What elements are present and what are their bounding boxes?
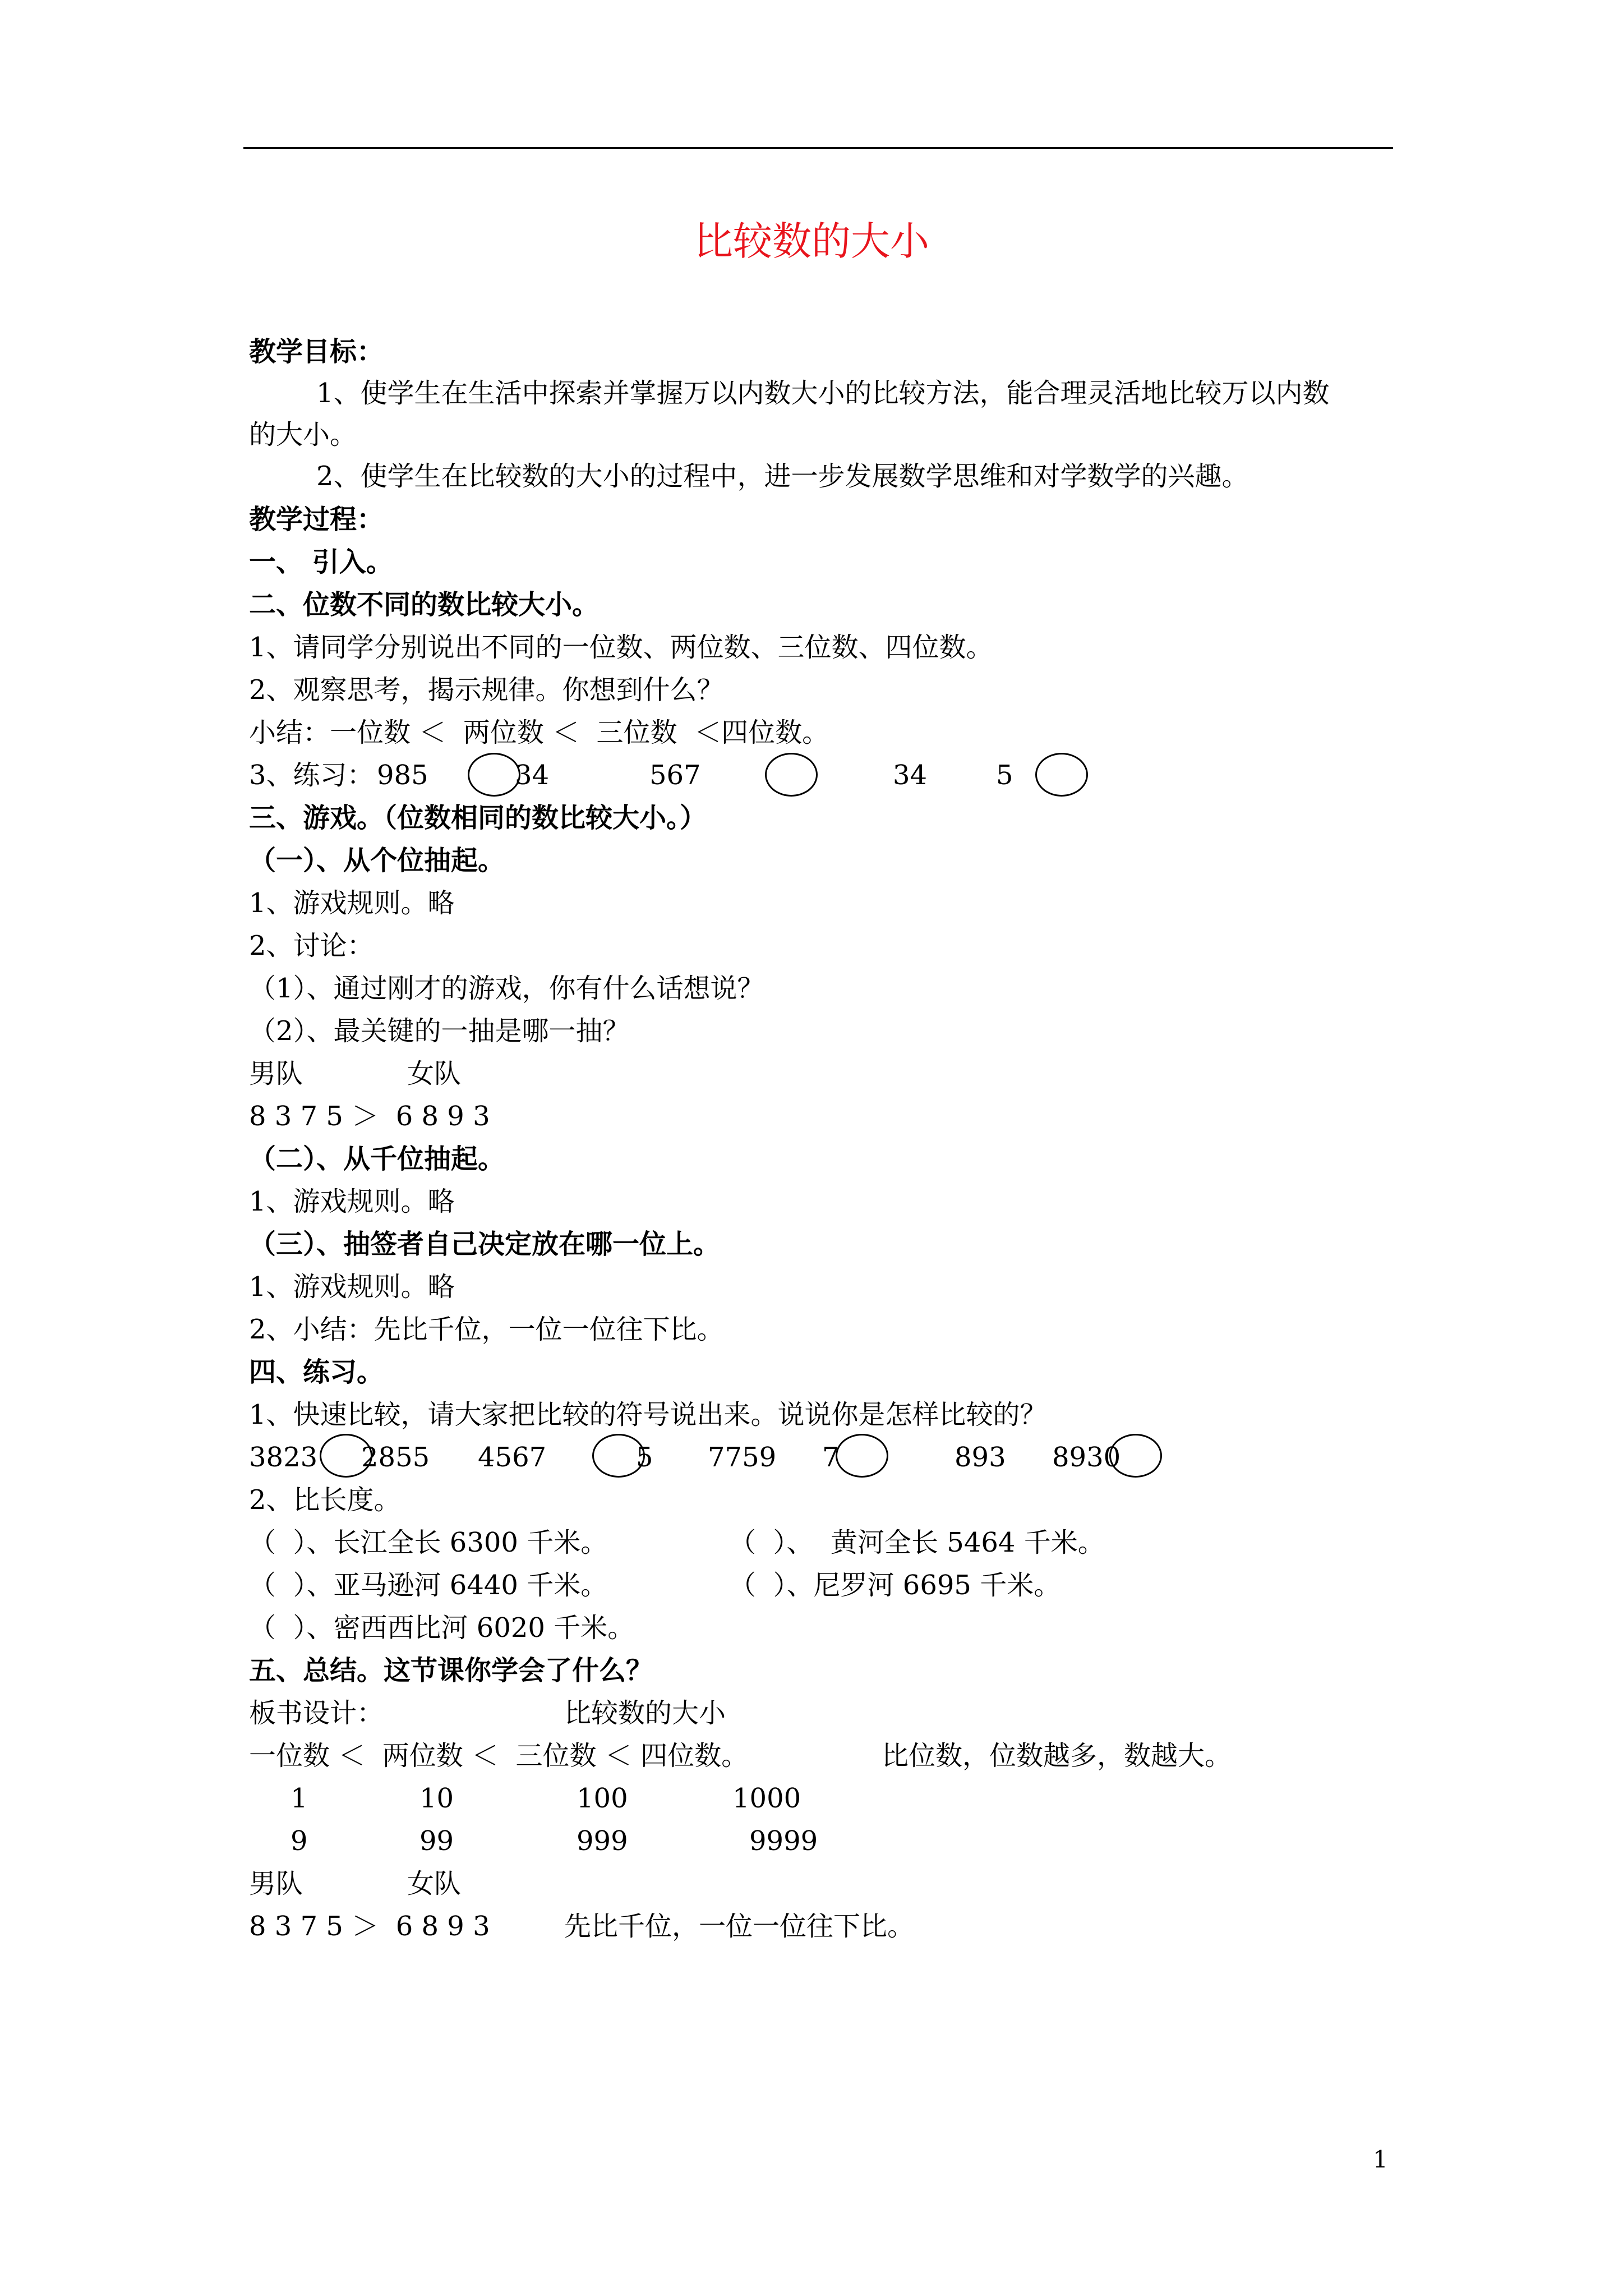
board-team-girls: 女队: [407, 1868, 462, 1899]
exercise-number: 34: [515, 760, 550, 791]
item-2-2: 2、观察思考，揭示规律。你想到什么？: [249, 674, 724, 706]
item-3-1-2: 2、讨论：: [249, 930, 374, 961]
team-girls-label: 女队: [407, 1058, 462, 1089]
heading-objectives: 教学目标：: [249, 336, 384, 367]
subsection-3-2: （二）、从千位抽起。: [249, 1143, 505, 1175]
section-3: 三、游戏。（位数相同的数比较大小。）: [249, 802, 707, 834]
exercise-number: 7: [822, 1442, 840, 1473]
item-4-2: 2、比长度。: [249, 1484, 401, 1516]
exercise-label: 3、练习：: [249, 760, 374, 791]
board-rule: 比位数，位数越多，数越大。: [882, 1740, 1232, 1772]
answer-circle: [1109, 1434, 1162, 1478]
board-number: 99: [419, 1825, 454, 1857]
river-mississippi: （ ）、密西西比河 6020 千米。: [249, 1612, 635, 1644]
subsection-3-3: （三）、抽签者自己决定放在哪一位上。: [249, 1228, 721, 1260]
exercise-number: 7759: [708, 1442, 777, 1473]
board-number: 100: [577, 1783, 628, 1814]
item-3-3-1: 1、游戏规则。略: [249, 1271, 455, 1303]
header-rule: [243, 147, 1393, 149]
exercise-number: 5: [636, 1442, 653, 1473]
board-number: 10: [419, 1783, 454, 1814]
board-number: 9999: [749, 1825, 818, 1857]
board-method: 先比千位，一位一位往下比。: [564, 1911, 915, 1942]
objective-2: 2、使学生在比较数的大小的过程中，进一步发展数学思维和对学数学的兴趣。: [316, 461, 1249, 492]
exercise-number: 5: [996, 760, 1013, 791]
river-nile: （ ）、尼罗河 6695 千米。: [729, 1570, 1061, 1601]
heading-process: 教学过程：: [249, 504, 384, 535]
exercise-number: 8930: [1052, 1442, 1121, 1473]
answer-circle: [1035, 753, 1088, 797]
answer-circle: [765, 753, 818, 797]
section-1: 一、 引入。: [249, 546, 393, 578]
item-3-3-2: 2、小结：先比千位，一位一位往下比。: [249, 1314, 724, 1345]
section-4: 四、练习。: [249, 1356, 384, 1388]
team-comparison: 8 3 7 5 ＞ 6 8 9 3: [249, 1101, 490, 1132]
answer-circle: [836, 1434, 888, 1478]
board-title: 比较数的大小: [564, 1697, 726, 1729]
item-2-1: 1、请同学分别说出不同的一位数、两位数、三位数、四位数。: [249, 632, 993, 663]
answer-circle: [468, 753, 520, 797]
exercise-number: 985: [377, 760, 428, 791]
river-amazon: （ ）、亚马逊河 6440 千米。: [249, 1570, 608, 1601]
subsection-3-1: （一）、从个位抽起。: [249, 845, 505, 876]
item-3-2-1: 1、游戏规则。略: [249, 1186, 455, 1217]
item-3-1-2-1: （1）、通过刚才的游戏，你有什么话想说？: [249, 973, 764, 1004]
summary-1: 小结：一位数 ＜ 两位数 ＜ 三位数 ＜四位数。: [249, 717, 829, 748]
board-number: 999: [577, 1825, 628, 1857]
board-team-boys: 男队: [249, 1868, 303, 1899]
section-2: 二、位数不同的数比较大小。: [249, 589, 600, 620]
item-3-1-1: 1、游戏规则。略: [249, 887, 455, 919]
page-number: 1: [1373, 2146, 1388, 2173]
board-label: 板书设计：: [249, 1697, 384, 1729]
board-number: 1: [291, 1783, 308, 1814]
board-digit-order: 一位数 ＜ 两位数 ＜ 三位数 ＜ 四位数。: [249, 1740, 749, 1772]
exercise-number: 893: [955, 1442, 1006, 1473]
board-number: 9: [291, 1825, 308, 1857]
exercise-number: 34: [893, 760, 928, 791]
exercise-number: 4567: [478, 1442, 547, 1473]
board-number: 1000: [732, 1783, 801, 1814]
item-4-1: 1、快速比较，请大家把比较的符号说出来。说说你是怎样比较的？: [249, 1399, 1047, 1430]
section-5: 五、总结。这节课你学会了什么？: [249, 1655, 653, 1686]
objective-1: 1、使学生在生活中探索并掌握万以内数大小的比较方法，能合理灵活地比较万以内数: [316, 378, 1330, 409]
river-yangtze: （ ）、长江全长 6300 千米。: [249, 1527, 608, 1558]
river-yellow: （ ）、 黄河全长 5464 千米。: [729, 1527, 1105, 1558]
item-3-1-2-2: （2）、最关键的一抽是哪一抽？: [249, 1015, 630, 1047]
board-team-comparison: 8 3 7 5 ＞ 6 8 9 3: [249, 1911, 490, 1942]
exercise-number: 3823: [249, 1442, 318, 1473]
page-title: 比较数的大小: [694, 218, 929, 264]
exercise-number: 2855: [361, 1442, 430, 1473]
exercise-number: 567: [649, 760, 701, 791]
objective-1-cont: 的大小。: [249, 419, 357, 450]
team-boys-label: 男队: [249, 1058, 303, 1089]
